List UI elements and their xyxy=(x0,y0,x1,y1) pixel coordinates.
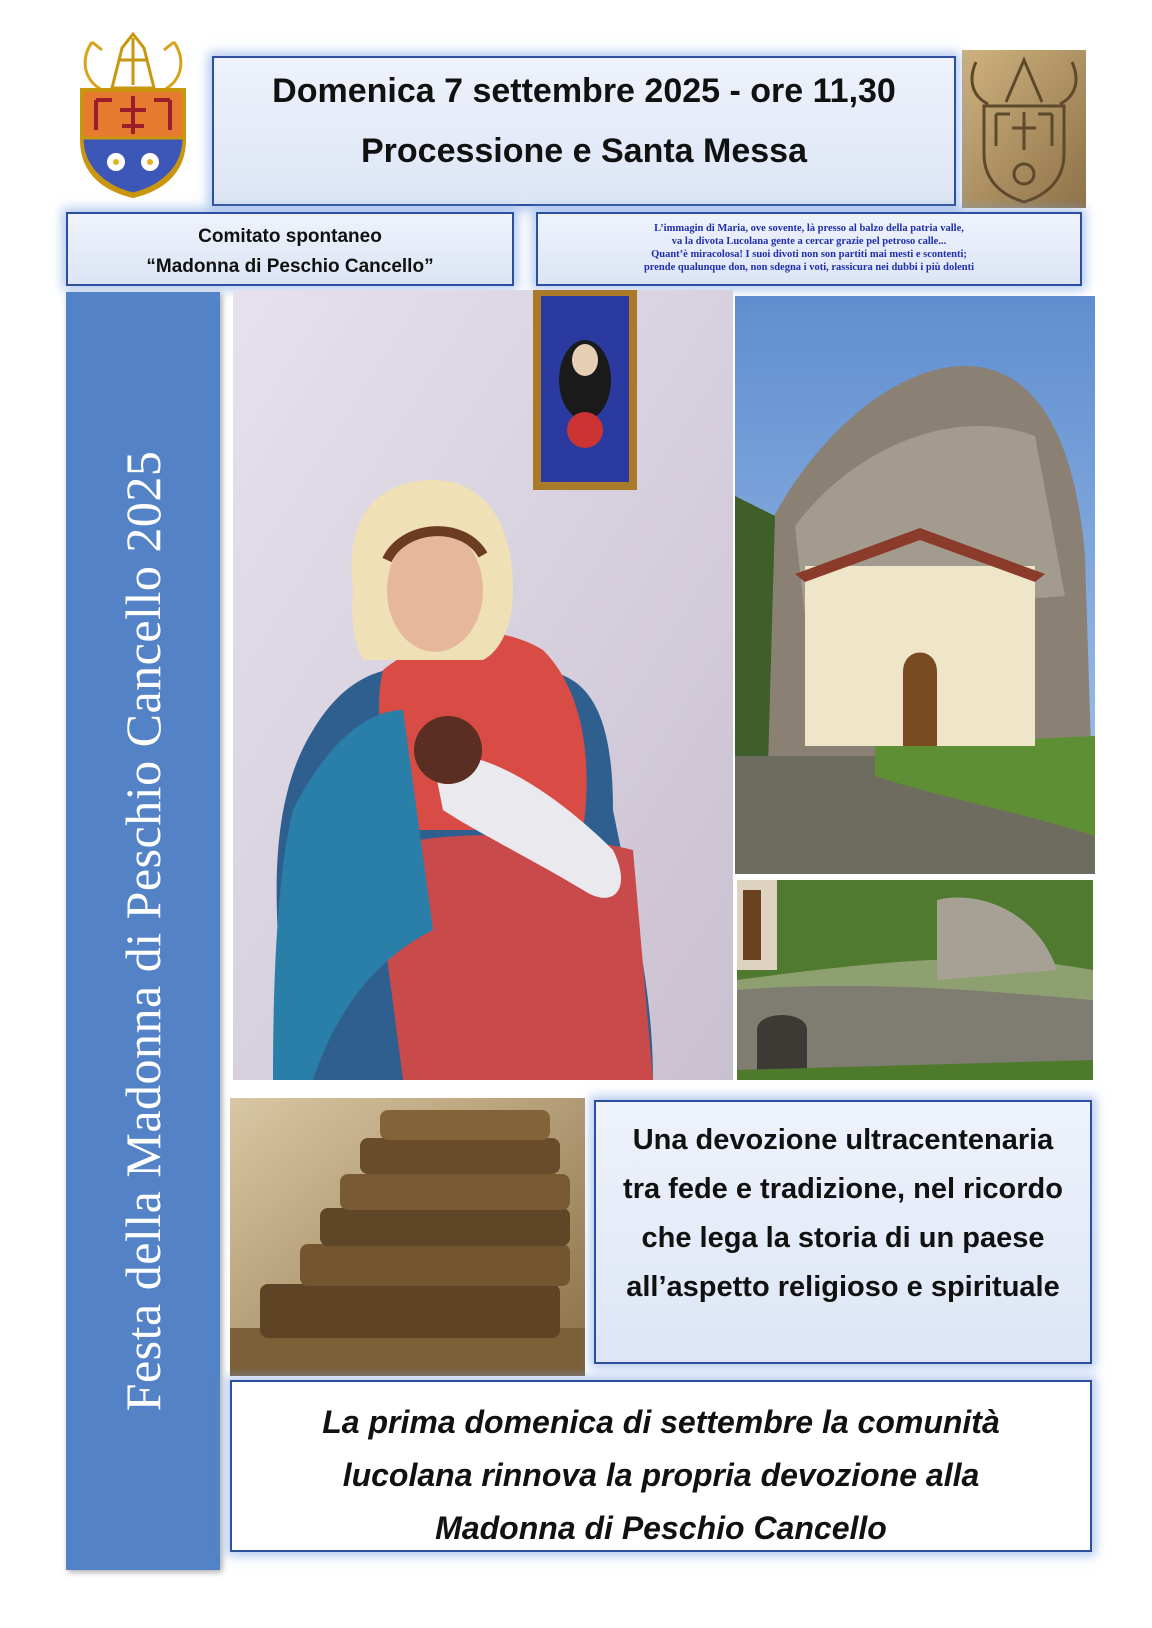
community-message-box xyxy=(230,1380,1092,1552)
committee-name: “Madonna di Peschio Cancello” xyxy=(146,256,434,277)
community-message-line: Madonna di Peschio Cancello xyxy=(435,1510,887,1546)
devotion-line: Una devozione ultracentenaria xyxy=(632,1124,1054,1156)
community-message-line: lucolana rinnova la propria devozione alla xyxy=(342,1457,980,1493)
community-message-line: La prima domenica di settembre la comunità xyxy=(322,1404,1000,1440)
poem-box xyxy=(536,212,1082,286)
ruins-photo xyxy=(737,880,1093,1080)
event-title: Processione e Santa Messa xyxy=(360,132,807,170)
madonna-statue-photo xyxy=(233,290,733,1080)
committee-box xyxy=(66,212,514,286)
devotion-line: che lega la storia di un paese xyxy=(641,1222,1045,1254)
old-books-photo xyxy=(230,1098,585,1376)
devotion-line: all’aspetto religioso e spirituale xyxy=(626,1271,1060,1303)
committee-label: Comitato spontaneo xyxy=(198,226,382,247)
event-header-box xyxy=(212,56,956,206)
stone-crest-right xyxy=(962,50,1086,208)
event-date-time: Domenica 7 settembre 2025 - ore 11,30 xyxy=(272,72,896,110)
poem-line: prende qualunque don, non sdegna i voti, rassicura nei dubbi i più dolenti xyxy=(643,262,975,273)
diocese-crest-left xyxy=(72,30,194,198)
chapel-photo xyxy=(735,296,1095,874)
poem-line: L’immagin di Maria, ove sovente, là presso al balzo della patria valle, xyxy=(654,223,964,234)
festival-title-vertical: Festa della Madonna di Peschio Cancello 2025 xyxy=(115,450,171,1412)
devotion-line: tra fede e tradizione, nel ricordo xyxy=(623,1173,1063,1205)
side-banner xyxy=(66,292,220,1570)
devotion-text-box xyxy=(594,1100,1092,1364)
poem-line: Quant’è miracolosa! I suoi divoti non son partiti mai mesti e scontenti; xyxy=(651,249,967,260)
poem-line: va la divota Lucolana gente a cercar grazie pel petroso calle... xyxy=(671,236,947,247)
